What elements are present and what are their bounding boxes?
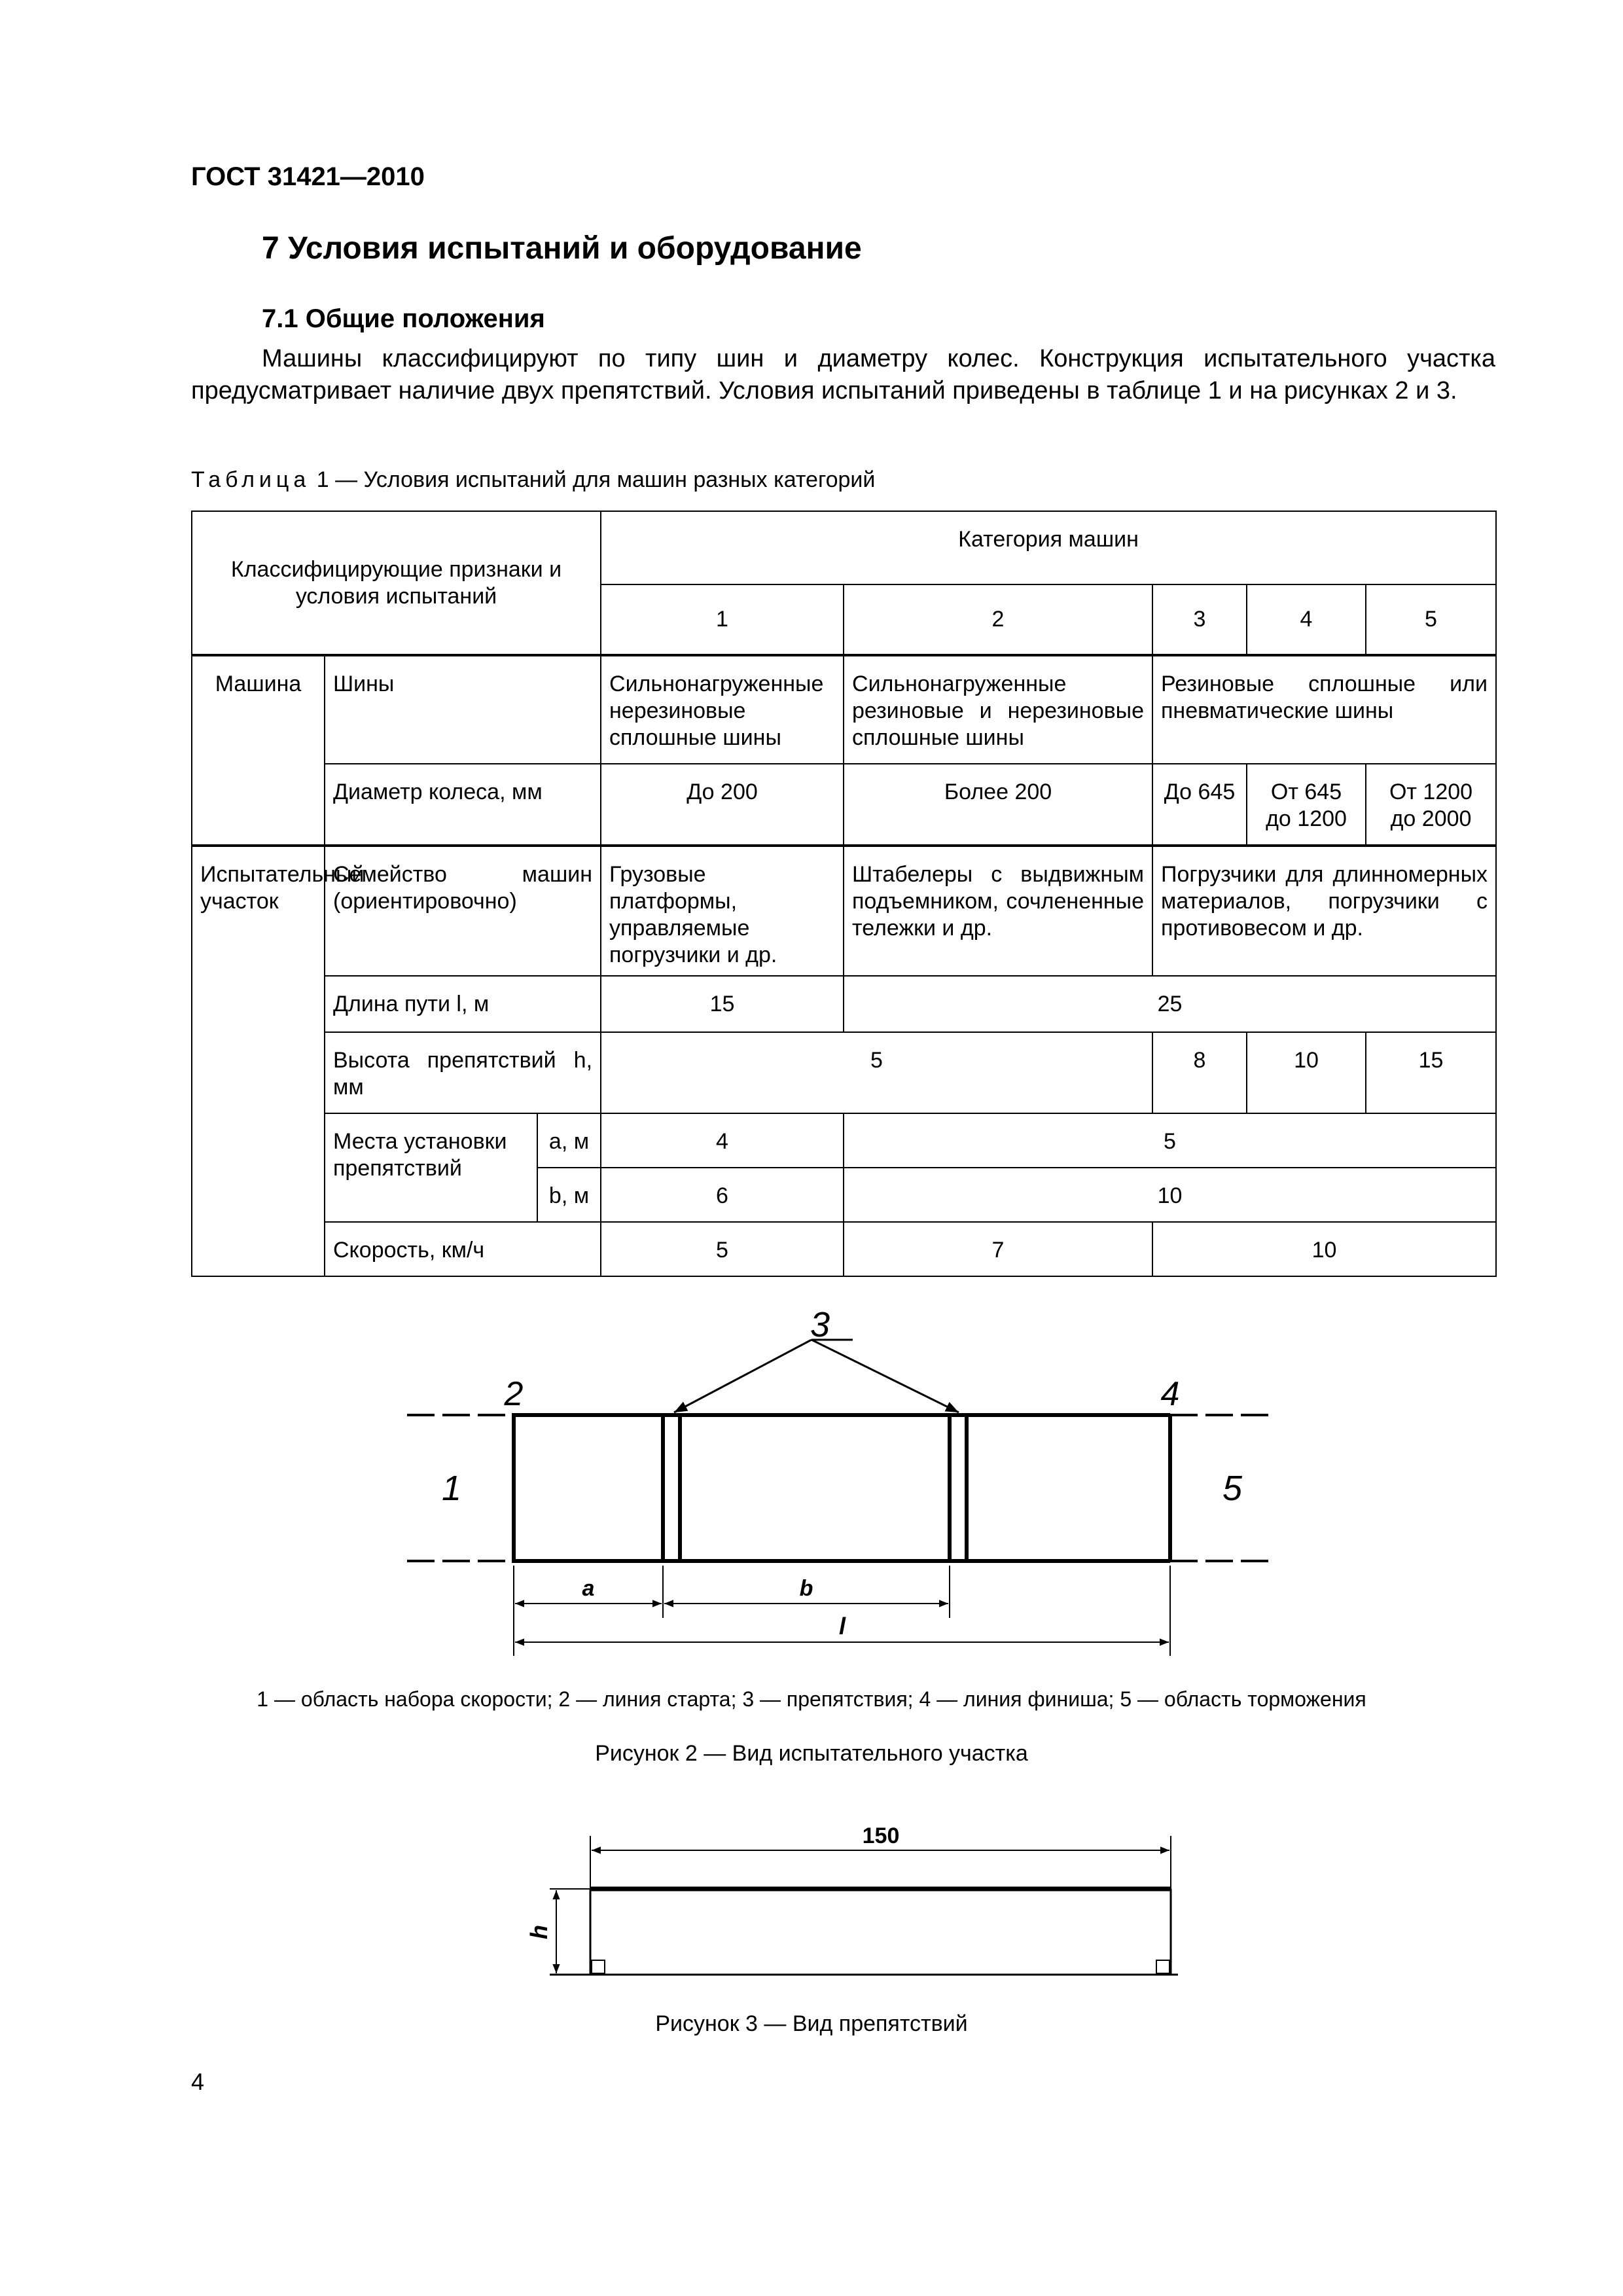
header-cat-1: 1 bbox=[601, 584, 844, 655]
intro-paragraph: Машины классифицируют по типу шин и диаметру колес. Конструкция испытательного участка предусматривает наличие двух препятствий. Условия испытаний приведены в таблице 1 и на рисунках 2 и 3. bbox=[191, 345, 1495, 404]
figure-3-caption: Рисунок 3 — Вид препятствий bbox=[655, 2011, 968, 2036]
speed-cat-2: 7 bbox=[844, 1222, 1152, 1276]
obstacle-height-cat-1-2: 5 bbox=[601, 1032, 1152, 1113]
row-path-length: Длина пути l, м bbox=[325, 976, 601, 1032]
obstacle-height-cat-3: 8 bbox=[1152, 1032, 1247, 1113]
header-cat-3: 3 bbox=[1152, 584, 1247, 655]
family-cat-2: Штабелеры с выдвижным подъемником, сочлененные тележки и др. bbox=[844, 846, 1152, 976]
figure-2-caption: Рисунок 2 — Вид испытательного участка bbox=[595, 1741, 1028, 1766]
label-b: b bbox=[799, 1576, 813, 1601]
placement-b-cat-2-5: 10 bbox=[844, 1168, 1496, 1222]
obstacle-figure bbox=[510, 1813, 1191, 1996]
wheel-diameter-cat-3: До 645 bbox=[1152, 764, 1247, 846]
header-cat-5: 5 bbox=[1366, 584, 1496, 655]
label-height-h: h bbox=[526, 1925, 552, 1939]
family-cat-345: Погрузчики для длинномерных материалов, погрузчики с противовесом и др. bbox=[1152, 846, 1496, 976]
path-length-cat-1: 15 bbox=[601, 976, 844, 1032]
placement-b-label: b, м bbox=[537, 1168, 601, 1222]
wheel-diameter-cat-4: От 645 до 1200 bbox=[1247, 764, 1366, 846]
document-header: ГОСТ 31421—2010 bbox=[191, 162, 425, 191]
row-speed: Скорость, км/ч bbox=[325, 1222, 601, 1276]
row-obstacle-height: Высота препятствий h, мм bbox=[325, 1032, 601, 1113]
wheel-diameter-cat-1: До 200 bbox=[601, 764, 844, 846]
obstacle-pointer-left bbox=[674, 1340, 812, 1412]
label-a: a bbox=[582, 1576, 595, 1601]
wheel-diameter-cat-5: От 1200 до 2000 bbox=[1366, 764, 1496, 846]
row-tires: Шины bbox=[325, 655, 601, 764]
group-machine: Машина bbox=[192, 655, 325, 846]
table-caption-label: Таблица bbox=[191, 467, 311, 492]
speed-cat-345: 10 bbox=[1152, 1222, 1496, 1276]
label-2: 2 bbox=[504, 1375, 524, 1413]
row-placement: Места установки препятствий bbox=[325, 1113, 537, 1222]
header-features: Классифицирующие признаки и условия испытаний bbox=[192, 511, 601, 655]
label-5: 5 bbox=[1222, 1469, 1243, 1508]
right-angle-mark-left bbox=[592, 1960, 605, 1973]
header-cat-4: 4 bbox=[1247, 584, 1366, 655]
speed-cat-1: 5 bbox=[601, 1222, 844, 1276]
table-caption-text: 1 — Условия испытаний для машин разных категорий bbox=[310, 467, 876, 492]
wheel-diameter-cat-2: Более 200 bbox=[844, 764, 1152, 846]
label-4: 4 bbox=[1160, 1375, 1180, 1413]
label-1: 1 bbox=[441, 1469, 462, 1508]
obstacle-height-cat-4: 10 bbox=[1247, 1032, 1366, 1113]
tires-cat-345: Резиновые сплошные или пневматические шины bbox=[1152, 655, 1496, 764]
header-category: Категория машин bbox=[601, 511, 1496, 584]
label-l: l bbox=[838, 1613, 846, 1640]
family-cat-1: Грузовые платформы, управляемые погрузчики и др. bbox=[601, 846, 844, 976]
row-family: Семейство машин (ориентировочно) bbox=[325, 846, 601, 976]
figure-2-legend: 1 — область набора скорости; 2 — линия старта; 3 — препятствия; 4 — линия финиша; 5 — область торможения bbox=[257, 1687, 1366, 1711]
section-title: 7 Условия испытаний и оборудование bbox=[262, 231, 862, 266]
placement-a-cat-2-5: 5 bbox=[844, 1113, 1496, 1168]
page-number: 4 bbox=[191, 2068, 205, 2095]
placement-b-cat-1: 6 bbox=[601, 1168, 844, 1222]
placement-a-cat-1: 4 bbox=[601, 1113, 844, 1168]
tires-cat-1: Сильнонагруженные нерезиновые сплошные шины bbox=[601, 655, 844, 764]
obstacle-pointer-right bbox=[812, 1340, 959, 1412]
placement-a-label: a, м bbox=[537, 1113, 601, 1168]
row-wheel-diameter: Диаметр колеса, мм bbox=[325, 764, 601, 846]
label-3: 3 bbox=[810, 1305, 830, 1344]
right-angle-mark-right bbox=[1156, 1960, 1169, 1973]
obstacle-height-cat-5: 15 bbox=[1366, 1032, 1496, 1113]
tires-cat-2: Сильнонагруженные резиновые и нерезиновые сплошные шины bbox=[844, 655, 1152, 764]
group-test-section: Испытательный участок bbox=[192, 846, 325, 1276]
header-cat-2: 2 bbox=[844, 584, 1152, 655]
path-length-cat-2-5: 25 bbox=[844, 976, 1496, 1032]
label-width-150: 150 bbox=[862, 1823, 900, 1848]
subsection-title: 7.1 Общие положения bbox=[262, 304, 545, 333]
